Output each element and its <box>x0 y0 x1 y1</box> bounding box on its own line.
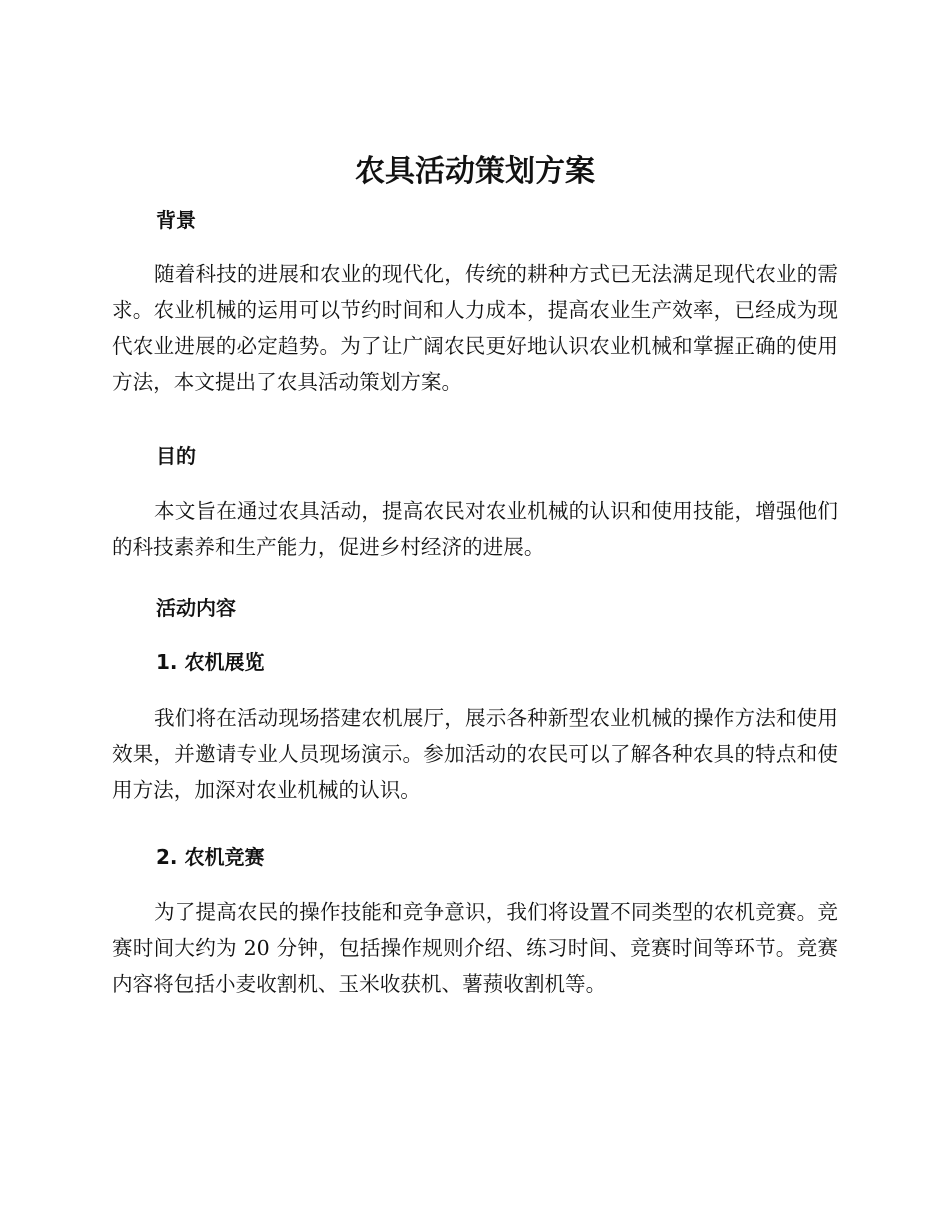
document-title: 农具活动策划方案 <box>355 154 595 189</box>
subheading-machinery-exhibition: 1. 农机展览 <box>156 650 265 674</box>
section-heading-activity-content: 活动内容 <box>156 596 236 620</box>
paragraph-machinery-exhibition: 我们将在活动现场搭建农机展厅，展示各种新型农业机械的操作方法和使用效果，并邀请专业人员现场演示。参加活动的农民可以了解各种农具的特点和使用方法，加深对农业机械的认识。 <box>112 706 838 802</box>
paragraph-background: 随着科技的进展和农业的现代化，传统的耕种方式已无法满足现代农业的需求。农业机械的运用可以节约时间和人力成本，提高农业生产效率，已经成为现代农业进展的必定趋势。为了让广阔农民更好地认识农业机械和掌握正确的使用方法，本文提出了农具活动策划方案。 <box>112 262 838 394</box>
paragraph-purpose: 本文旨在通过农具活动，提高农民对农业机械的认识和使用技能，增强他们的科技素养和生产能力，促进乡村经济的进展。 <box>112 499 838 559</box>
paragraph-machinery-competition: 为了提高农民的操作技能和竞争意识，我们将设置不同类型的农机竞赛。竞赛时间大约为 20 分钟，包括操作规则介绍、练习时间、竞赛时间等环节。竞赛内容将包括小麦收割机、玉米收获机、薯蓣收割机等。 <box>112 900 838 996</box>
section-heading-background: 背景 <box>156 208 196 232</box>
subheading-machinery-competition: 2. 农机竞赛 <box>156 845 265 869</box>
section-heading-purpose: 目的 <box>156 444 196 468</box>
